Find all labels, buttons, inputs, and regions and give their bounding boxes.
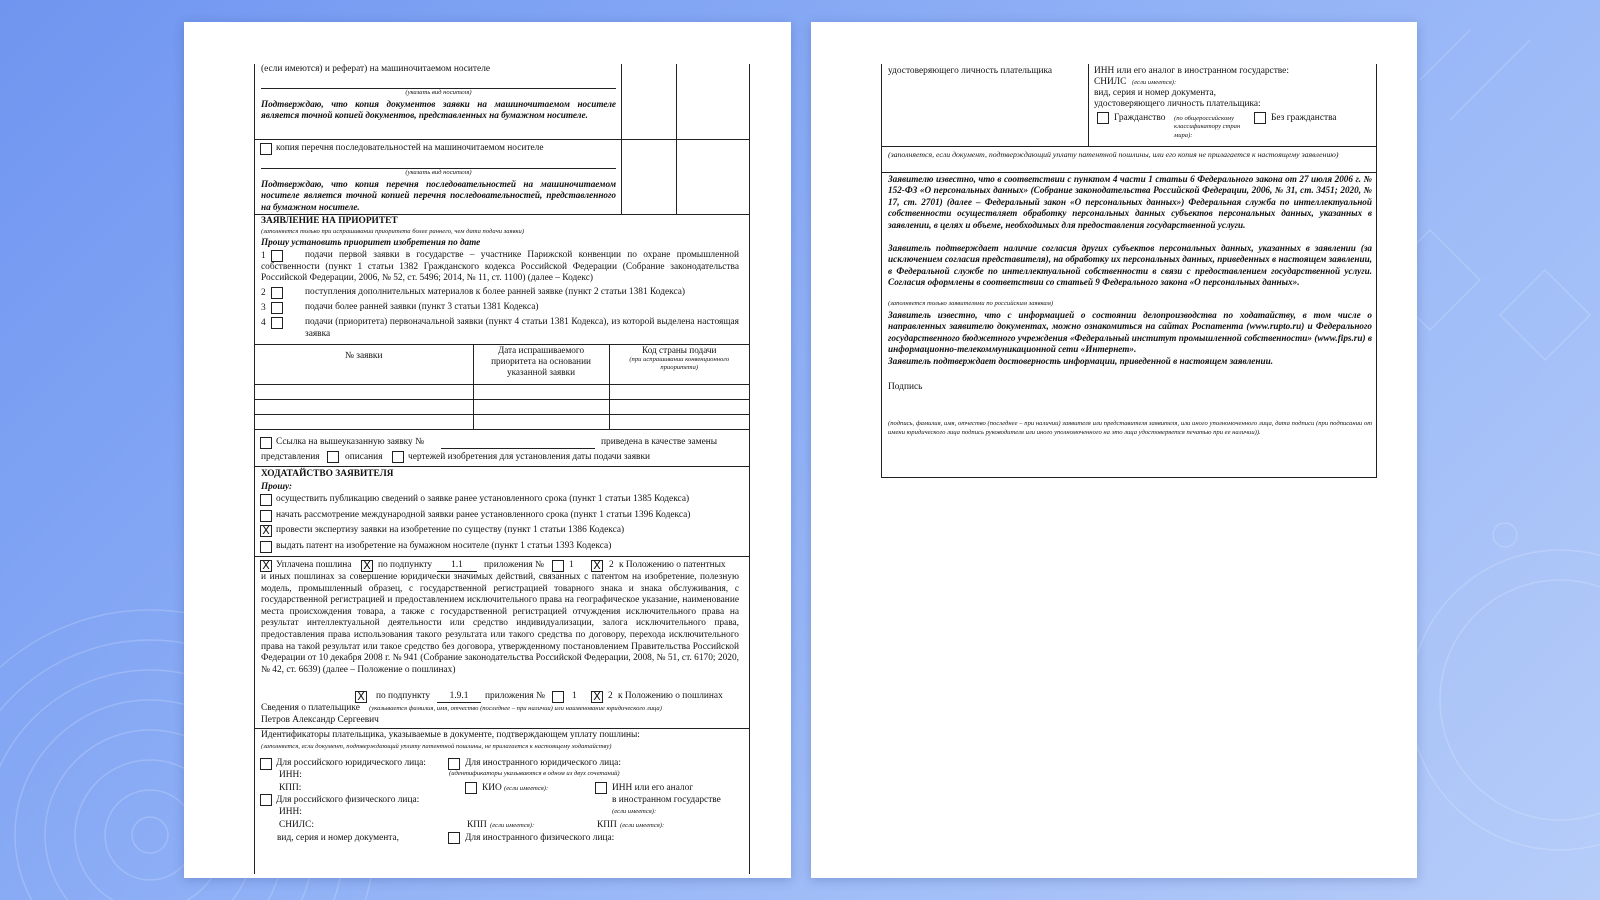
reference-label: Ссылка на вышеуказанную заявку № xyxy=(276,437,425,447)
payer-note: (указывается фамилия, имя, отчество (последнее – при наличии) или наименование юридического лица) xyxy=(369,705,662,712)
foreign-legal-note: (идентификаторы указываются в одном из двух сочетаний) xyxy=(449,770,620,777)
top-text: (если имеются) и реферат) на машиночитаемом носителе xyxy=(261,64,491,74)
snils-label: СНИЛС: xyxy=(279,820,315,830)
col-priority-date: Дата испрашиваемого приоритета на основании указанной заявки xyxy=(491,345,591,377)
table-cell[interactable] xyxy=(473,385,609,400)
reference-submission: представления xyxy=(261,452,320,462)
fee-paid-label: Уплачена пошлина xyxy=(276,560,352,570)
fee-app4-checkbox[interactable]: X xyxy=(591,691,603,703)
consent-reliability: Заявитель подтверждает достоверность информации, приведенной в настоящем заявлении. xyxy=(888,356,1273,366)
intl-early-label: начать рассмотрение международной заявки ранее установленного срока (пункт 1 статьи 1396 Кодекса) xyxy=(276,510,691,520)
form-column xyxy=(881,64,1377,478)
foreign-legal-checkbox[interactable] xyxy=(448,758,460,770)
inn-label: ИНН: xyxy=(279,770,302,780)
fee-app2: 2 xyxy=(609,560,614,570)
citizenship-label: Гражданство xyxy=(1114,113,1166,123)
ru-only-note: (заполняется только заявителями по российским заявкам) xyxy=(888,300,1054,307)
intl-early-checkbox[interactable] xyxy=(260,510,272,522)
inn-analog-label: ИНН или его аналог xyxy=(612,783,694,793)
fee-appendix-2: приложения № xyxy=(485,691,546,701)
reference-checkbox[interactable] xyxy=(260,437,272,449)
item-number: 2 xyxy=(261,288,266,298)
priority-item-1: подачи первой заявки в государстве – участнике Парижской конвенции по охране промышленной собственности (пункт 1 статьи 1382 Гражданского кодекса Российской Федерации (Собрание законодательства Российской Федерации, 2006, № 52, ст. 5496; 2014, № 11, ст. 1100) (далее – Кодекс) xyxy=(261,250,739,284)
fee-reg-tail: к Положению о патентных xyxy=(619,560,726,570)
fee-by-sub: по подпункту xyxy=(378,560,433,570)
kpp-label-3: КПП xyxy=(597,820,617,830)
table-cell[interactable] xyxy=(473,415,609,430)
description-label: описания xyxy=(345,452,383,462)
col-app-number: № заявки xyxy=(345,351,383,361)
description-checkbox[interactable] xyxy=(327,451,339,463)
table-cell[interactable] xyxy=(255,385,473,400)
reference-replacement: приведена в качестве замены xyxy=(601,437,718,447)
priority-ask: Прошу установить приоритет изобретения по дате xyxy=(261,237,481,247)
seq-copy-label: копия перечня последовательностей на машиночитаемом носителе xyxy=(276,143,544,153)
priority-note: (заполняется только при испрашивании приоритета более раннего, чем дата подачи заявки) xyxy=(261,228,525,235)
ident-title: Идентификаторы плательщика, указываемые в документе, подтверждающем уплату пошлины: xyxy=(261,730,640,740)
fee-reg-tail-2: к Положению о пошлинах xyxy=(618,691,723,701)
kpp-note-2: (если имеется): xyxy=(490,822,535,829)
priority-item-2: поступления дополнительных материалов к более ранней заявке (пункт 2 статьи 1381 Кодекса) xyxy=(305,287,686,297)
col-country-note: (при испрашивании конвенционного приоритета) xyxy=(629,356,730,371)
fee-app3: 1 xyxy=(572,691,577,701)
fill-note: (заполняется, если документ, подтверждающий уплату патентной пошлины, или его копия не прилагается к настоящему заявлению) xyxy=(888,150,1339,159)
citizenship-note: (по общероссийскому классификатору стран мира): xyxy=(1174,115,1241,139)
priority-title: ЗАЯВЛЕНИЕ НА ПРИОРИТЕТ xyxy=(261,216,398,226)
carrier-hint-2: (указать вид носителя) xyxy=(405,169,472,176)
examination-checkbox[interactable]: X xyxy=(260,525,272,537)
stateless-label: Без гражданства xyxy=(1271,113,1337,123)
item-number: 1 xyxy=(261,251,266,261)
fee-sub-checkbox[interactable]: X xyxy=(361,560,373,572)
fee-paid-checkbox[interactable]: X xyxy=(260,560,272,572)
kpp-label: КПП: xyxy=(279,783,302,793)
ru-legal-label: Для российского юридического лица: xyxy=(276,758,426,768)
signature-label: Подпись xyxy=(888,382,923,392)
foreign-person-checkbox[interactable] xyxy=(448,832,460,844)
inn-analog-checkbox[interactable] xyxy=(595,782,607,794)
paper-patent-label: выдать патент на изобретение на бумажном носителе (пункт 1 статьи 1393 Кодекса) xyxy=(276,541,612,551)
fee-sub2-checkbox[interactable]: X xyxy=(355,691,367,703)
inn-analog-foreign: в иностранном государстве xyxy=(612,795,721,805)
form-column xyxy=(254,64,750,874)
drawings-checkbox[interactable] xyxy=(392,451,404,463)
priority-checkbox-2[interactable] xyxy=(271,287,283,299)
carrier-hint: (указать вид носителя) xyxy=(405,89,472,96)
snils-label: СНИЛС xyxy=(1094,77,1127,87)
petition-ask: Прошу: xyxy=(261,481,293,491)
confirm-copy-text: Подтверждаю, что копия документов заявки на машиночитаемом носителе является точной копией документов, представленных на бумажном носителе. xyxy=(261,99,616,121)
examination-label: провести экспертизу заявки на изобретение по существу (пункт 1 статьи 1386 Кодекса) xyxy=(276,525,625,535)
priority-table xyxy=(255,344,749,430)
fee-app1: 1 xyxy=(569,560,574,570)
fee-subclause-2[interactable]: 1.9.1 xyxy=(449,691,469,701)
payer-label: Сведения о плательщике xyxy=(261,703,360,713)
kio-checkbox[interactable] xyxy=(465,782,477,794)
fee-subclause-1[interactable]: 1.1 xyxy=(451,560,463,570)
publish-early-checkbox[interactable] xyxy=(260,494,272,506)
ru-person-label: Для российского физического лица: xyxy=(276,795,420,805)
ru-legal-checkbox[interactable] xyxy=(260,758,272,770)
fee-appendix: приложения № xyxy=(484,560,545,570)
stateless-checkbox[interactable] xyxy=(1254,112,1266,124)
fee-app4: 2 xyxy=(608,691,613,701)
table-cell[interactable] xyxy=(255,400,473,415)
kpp-label-2: КПП xyxy=(467,820,487,830)
drawings-label: чертежей изобретения для установления даты подачи заявки xyxy=(408,452,651,462)
id-doc-text: удостоверяющего личность плательщика xyxy=(888,66,1053,76)
id-doc-text-2: удостоверяющего личность плательщика: xyxy=(1094,99,1261,109)
foreign-legal-label: Для иностранного юридического лица: xyxy=(465,758,621,768)
priority-item-4: подачи (приоритета) первоначальной заявки (пункт 4 статьи 1381 Кодекса), из которой выделена настоящая заявка xyxy=(305,317,739,339)
ident-note: (заполняется, если документ, подтверждающий уплату патентной пошлины, не прилагается к настоящему ходатайству) xyxy=(261,743,612,750)
fee-app3-checkbox[interactable] xyxy=(552,691,564,703)
seq-copy-checkbox[interactable] xyxy=(260,143,272,155)
inn-label-2: ИНН: xyxy=(279,807,302,817)
foreign-person-label: Для иностранного физического лица: xyxy=(465,833,615,843)
table-cell[interactable] xyxy=(255,415,473,430)
doc-kind-label: вид, серия и номер документа, xyxy=(277,833,399,843)
citizenship-checkbox[interactable] xyxy=(1097,112,1109,124)
fee-body-text: и иных пошлинах за совершение юридически значимых действий, связанных с патентом на изобретение, полезную модель, промышленный образец, с государственной регистрацией товарного знака и знака обслуживания, с государственной регистрацией и предоставлением исключительного права на географическое указание, наименование места происхождения товара, а также с государственной регистрацией отчуждения исключительного права на результат интеллектуальной деятельности или средство индивидуализации, залога исключительного права, предоставления права использования такого результата или такого средства по договору, перехода исключительного права на такой результат или такое средство без договора, утвержденному постановлением Правительства Российской Федерации от 10 декабря 2008 г. № 941 (Собрание законодательства Российской Федерации, 2008, № 51, ст. 6170; 2020, № 42, ст. 6639) (далее – Положение о пошлинах) xyxy=(261,572,739,675)
document-page-2 xyxy=(811,22,1417,878)
priority-item-3: подачи более ранней заявки (пункт 3 статьи 1381 Кодекса) xyxy=(305,302,539,312)
petition-title: ХОДАТАЙСТВО ЗАЯВИТЕЛЯ xyxy=(261,469,394,479)
col-country-code: Код страны подачи xyxy=(642,345,717,355)
document-page-1 xyxy=(184,22,791,878)
snils-note: (если имеется): xyxy=(1132,79,1177,86)
fee-by-sub-2: по подпункту xyxy=(376,691,431,701)
publish-early-label: осуществить публикацию сведений о заявке ранее установленного срока (пункт 1 статьи 1385 Кодекса) xyxy=(276,494,690,504)
inn-foreign-text: ИНН или его аналог в иностранном государстве: xyxy=(1094,66,1289,76)
consent-subjects: Заявитель подтверждает наличие согласия других субъектов персональных данных, указанных в заявлении (за исключением согласия представителя), на обработку их персональных данных, приведенных в настоящем заявлении, в Федеральной службе по интеллектуальной собственности в связи с предоставлением государственной услуги. Согласия оформлены в соответствии со статьей 9 Федерального закона «О персональных данных». xyxy=(888,243,1372,288)
confirm-seq-text: Подтверждаю, что копия перечня последовательностей на машиночитаемом носителе является точной копией перечня последовательностей, представленного на бумажном носителе. xyxy=(261,179,616,212)
consent-personal-data: Заявителю известно, что в соответствии с пунктом 4 части 1 статьи 6 Федерального закона от 27 июля 2006 г. № 152-ФЗ «О персональных данных» (Собрание законодательства Российской Федерации, 2006, № 31, ст. 3451; 2020, № 17, ст. 2701) (далее – Федеральный закон «О персональных данных») Федеральная служба по интеллектуальной собственности осуществляет обработку персональных данных субъектов персональных данных, указанных в заявлении, в целях и объеме, необходимых для предоставления государственной услуги. xyxy=(888,174,1372,230)
table-cell[interactable] xyxy=(609,415,749,430)
paper-patent-checkbox[interactable] xyxy=(260,541,272,553)
inn-analog-note: (если имеется): xyxy=(612,808,657,815)
payer-name[interactable]: Петров Александр Сергеевич xyxy=(261,715,379,725)
item-number: 4 xyxy=(261,318,266,328)
table-cell[interactable] xyxy=(609,385,749,400)
item-number: 3 xyxy=(261,303,266,313)
kio-label: КИО xyxy=(482,783,502,793)
table-cell[interactable] xyxy=(609,400,749,415)
ru-person-checkbox[interactable] xyxy=(260,794,272,806)
table-cell[interactable] xyxy=(473,400,609,415)
consent-status-info: Заявитель известно, что с информацией о состоянии делопроизводства по ходатайству, в том числе о направленных заявителю документах, можно ознакомиться на сайтах Роспатента (www.rupto.ru) и Федерального государственного бюджетного учреждения «Федеральный институт промышленной собственности» (www.fips.ru) в информационно-телекоммуникационной сети «Интернет». xyxy=(888,310,1372,355)
fee-app1-checkbox[interactable] xyxy=(552,560,564,572)
priority-checkbox-3[interactable] xyxy=(271,302,283,314)
kio-note: (если имеется): xyxy=(504,785,549,792)
priority-checkbox-4[interactable] xyxy=(271,317,283,329)
kpp-note-3: (если имеется): xyxy=(620,822,665,829)
fee-app2-checkbox[interactable]: X xyxy=(591,560,603,572)
doc-kind-text: вид, серия и номер документа, xyxy=(1094,88,1216,98)
signature-note: (подпись, фамилия, имя, отчество (последнее – при наличии) заявителя или представителя заявителя, или иного уполномоченного лица, дата подписи (при подписании от имени юридического лица подпись руководителя или иного уполномоченного на это лица удостоверяется печатью при ее наличии)). xyxy=(888,420,1372,436)
